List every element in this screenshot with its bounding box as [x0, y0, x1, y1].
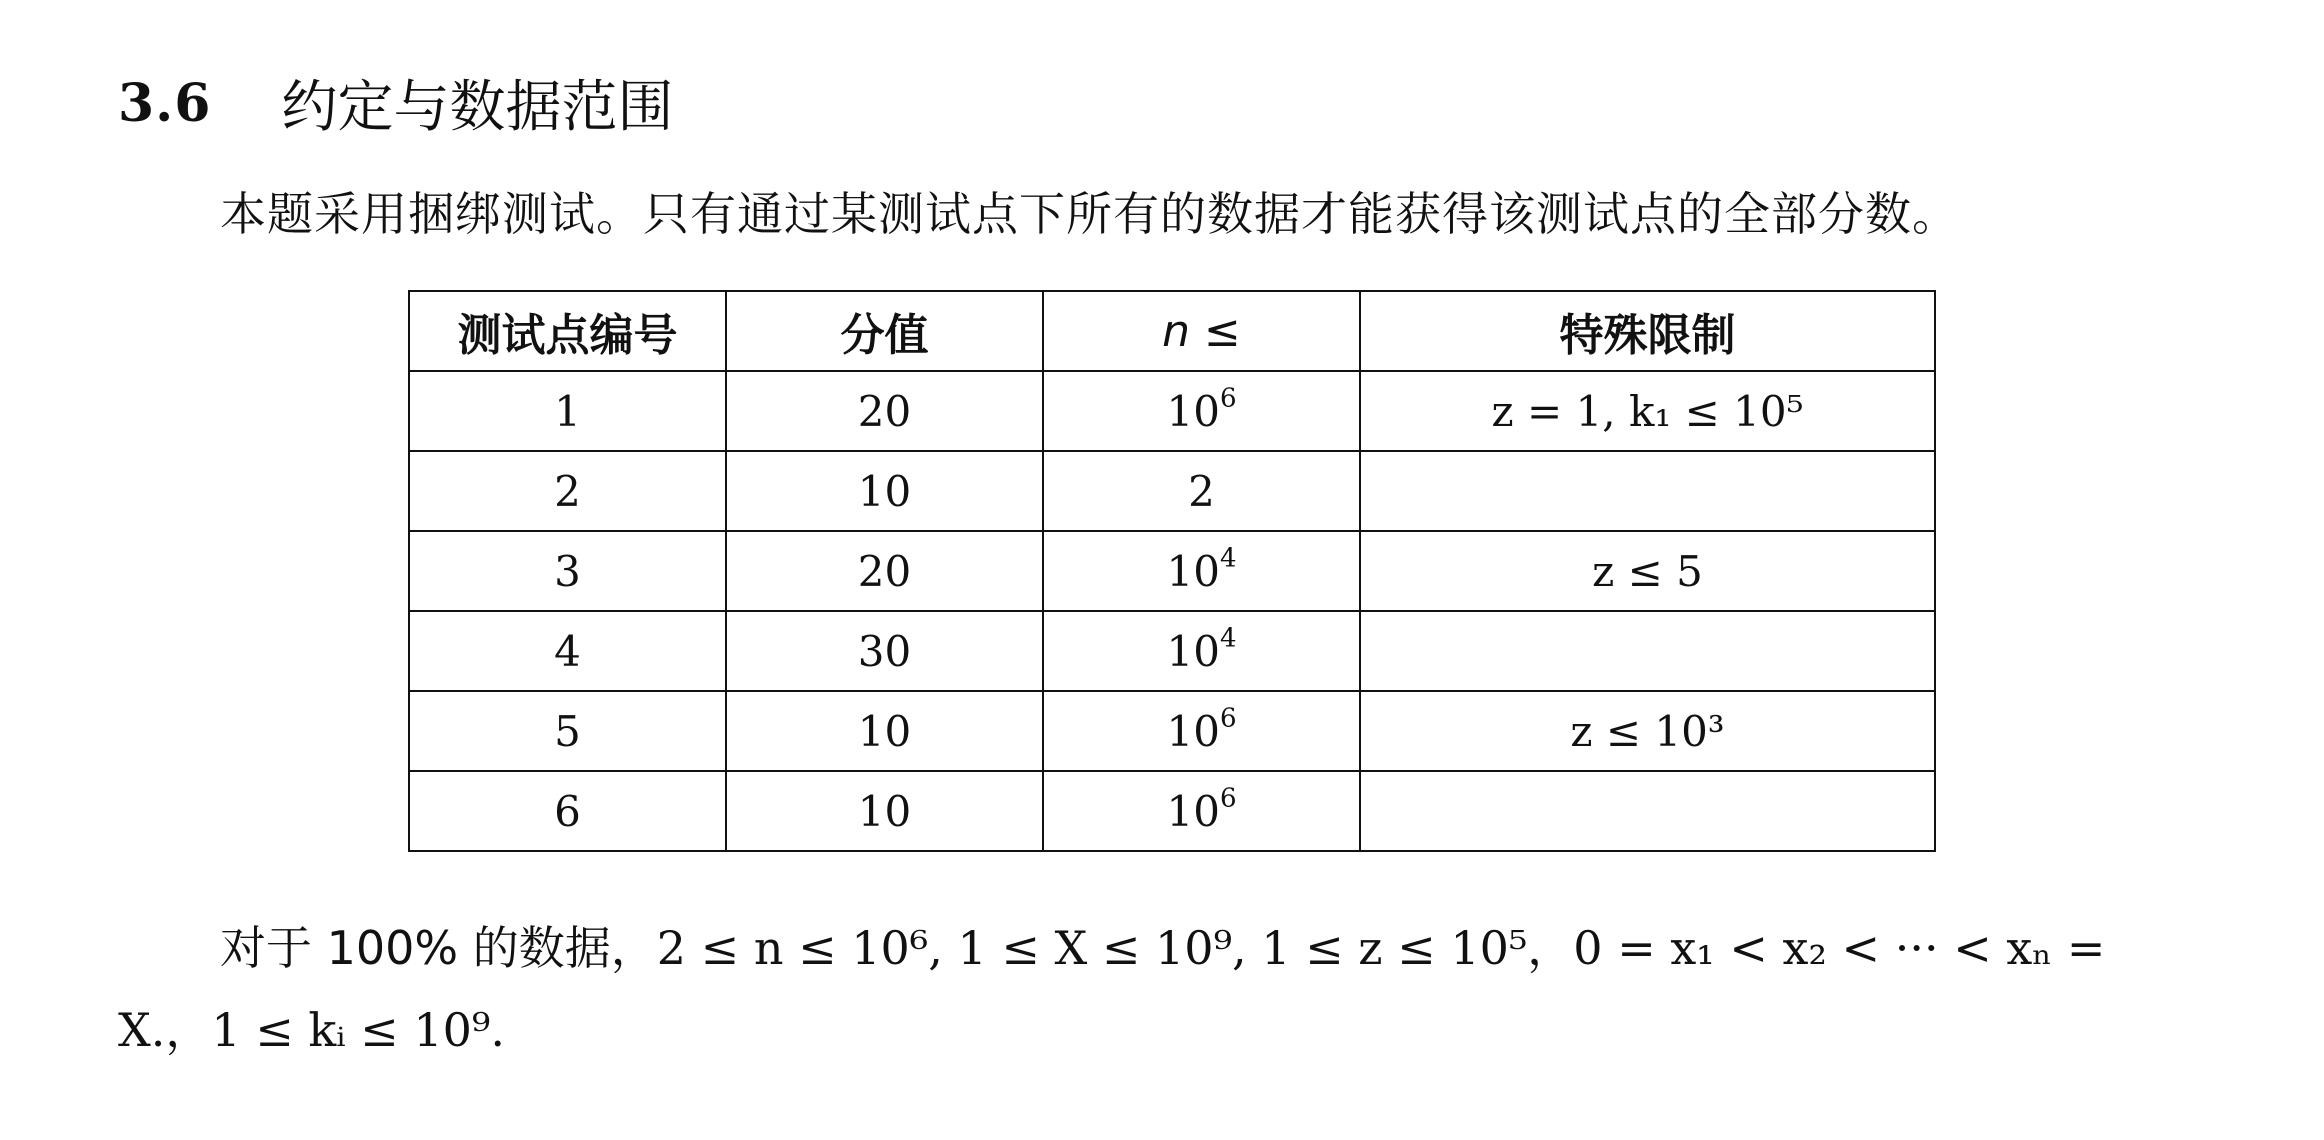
table-row: [409, 531, 1935, 611]
cell-special: [1360, 611, 1935, 691]
cell-test-id: 3: [409, 531, 726, 611]
n-limit-exponent: 4: [1219, 542, 1237, 573]
cell-special: z ≤ 5: [1360, 531, 1935, 611]
cell-test-id: 2: [409, 451, 726, 531]
table-row: [409, 611, 1935, 691]
cell-score: 30: [726, 611, 1043, 691]
n-limit-base: 10: [1166, 786, 1220, 836]
constraints-math-1: 2 ≤ n ≤ 10⁶, 1 ≤ X ≤ 10⁹, 1 ≤ z ≤ 10⁵，0 = x₁ < x₂ < ··· < xₙ =: [656, 921, 2106, 975]
table-row: [409, 371, 1935, 451]
cell-score: 10: [726, 451, 1043, 531]
cell-score: 20: [726, 531, 1043, 611]
cell-n-limit: [1043, 451, 1360, 531]
n-limit-exponent: 4: [1219, 622, 1237, 653]
cell-special: [1360, 771, 1935, 851]
n-limit-exponent: 6: [1219, 782, 1237, 813]
header-n-limit: n ≤: [1043, 291, 1360, 371]
table-row: [409, 451, 1935, 531]
table-row: [409, 771, 1935, 851]
table-header-row: [409, 291, 1935, 371]
section-heading: [118, 58, 673, 148]
cell-n-limit: [1043, 691, 1360, 771]
header-special: 特殊限制: [1360, 291, 1935, 371]
header-score: 分值: [726, 291, 1043, 371]
cell-test-id: 4: [409, 611, 726, 691]
header-test-id: 测试点编号: [409, 291, 726, 371]
cell-score: 20: [726, 371, 1043, 451]
cell-test-id: 1: [409, 371, 726, 451]
cell-n-limit: [1043, 371, 1360, 451]
n-limit-base: 10: [1166, 386, 1220, 436]
cell-special: z ≤ 10³: [1360, 691, 1935, 771]
n-limit-exponent: 6: [1219, 382, 1237, 413]
n-limit-base: 10: [1166, 546, 1220, 596]
subtask-table: [408, 290, 1936, 852]
cell-n-limit: [1043, 531, 1360, 611]
constraints-math-2: X.，1 ≤ kᵢ ≤ 10⁹.: [118, 1003, 505, 1057]
constraints-line-2: [118, 994, 505, 1060]
section-title: 约定与数据范围: [281, 75, 674, 140]
constraints-prefix: 对于 100% 的数据，: [220, 921, 657, 975]
cell-score: 10: [726, 771, 1043, 851]
intro-paragraph: 本题采用捆绑测试。只有通过某测试点下所有的数据才能获得该测试点的全部分数。: [220, 187, 1959, 241]
cell-test-id: 6: [409, 771, 726, 851]
n-limit-exponent: 6: [1219, 702, 1237, 733]
subtask-table-wrapper: [408, 290, 1936, 852]
cell-special: z = 1, k₁ ≤ 10⁵: [1360, 371, 1935, 451]
table-row: [409, 691, 1935, 771]
n-limit-base: 2: [1188, 466, 1215, 516]
cell-test-id: 5: [409, 691, 726, 771]
section-number: 3.6: [118, 72, 212, 134]
constraints-line-1: [220, 912, 2105, 978]
cell-score: 10: [726, 691, 1043, 771]
n-limit-base: 10: [1166, 706, 1220, 756]
cell-n-limit: [1043, 611, 1360, 691]
table-body: [409, 371, 1935, 851]
cell-n-limit: [1043, 771, 1360, 851]
cell-special: [1360, 451, 1935, 531]
n-limit-base: 10: [1166, 626, 1220, 676]
